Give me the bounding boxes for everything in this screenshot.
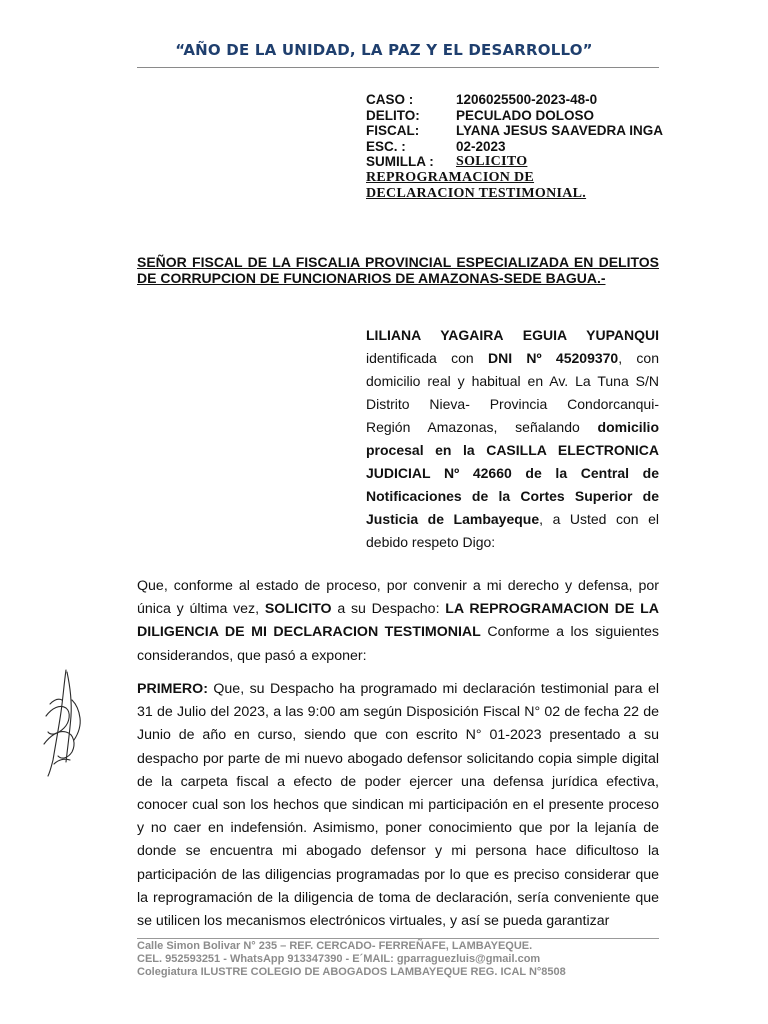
intro-text-1: identificada con xyxy=(366,350,488,366)
intro-text-3: , a Usted con el debido respeto Digo: xyxy=(366,511,659,550)
fiscal-row xyxy=(366,123,666,139)
petition-request: LA REPROGRAMACION DE LA DILIGENCIA DE MI DECLARACION TESTIMONIAL xyxy=(137,601,659,641)
delito-row xyxy=(366,108,666,124)
petition-text-2: a su Despacho: xyxy=(331,601,446,618)
case-info-block xyxy=(366,92,666,202)
handwritten-signature xyxy=(36,664,84,779)
petition-text-3: Conforme a los siguientes considerandos, que pasó a exponer: xyxy=(137,624,659,664)
sumilla-value-3: DECLARACION TESTIMONIAL. xyxy=(366,186,587,201)
footer-address: Calle Simon Bolivar N° 235 – REF. CERCADO- FERREÑAFE, LAMBAYEQUE. xyxy=(137,940,533,952)
esc-label: ESC. : xyxy=(366,138,406,154)
petitioner-name: LILIANA YAGAIRA EGUIA YUPANQUI xyxy=(366,327,659,343)
petition-paragraph xyxy=(137,575,659,668)
intro-text-2: , con domicilio real y habitual en Av. La Tuna S/N Distrito Nieva- Provincia Condorcanqui- Región Amazonas, señalando xyxy=(366,350,659,435)
caso-label: CASO : xyxy=(366,92,414,107)
sumilla-value-1: SOLICITO xyxy=(456,154,528,169)
footer-contact-line: CEL. 952593251 - WhatsApp 913347390 - E´MAIL: gparraguezluis@gmail.com xyxy=(137,953,541,965)
sumilla-label: SUMILLA : xyxy=(366,154,434,169)
intro-paragraph xyxy=(366,324,659,554)
sumilla-row xyxy=(366,154,666,170)
dni-number: DNI Nº 45209370 xyxy=(488,350,619,366)
case-row xyxy=(366,92,666,108)
header-divider xyxy=(137,67,659,68)
sumilla-value-2: REPROGRAMACION DE xyxy=(366,170,535,185)
delito-value: PECULADO DOLOSO xyxy=(456,107,595,123)
fiscal-label: FISCAL: xyxy=(366,123,420,138)
document-header-title: “AÑO DE LA UNIDAD, LA PAZ Y EL DESARROLLO” xyxy=(175,41,593,59)
primero-label: PRIMERO: xyxy=(137,681,208,697)
solicito-keyword: SOLICITO xyxy=(264,601,332,618)
primero-paragraph xyxy=(137,678,659,933)
petition-text-1: Que, conforme al estado de proceso, por convenir a mi derecho y defensa, por única y última vez, xyxy=(137,578,659,618)
esc-value: 02-2023 xyxy=(456,138,506,154)
fiscal-value: LYANA JESUS SAAVEDRA INGA xyxy=(456,123,664,138)
caso-value: 1206025500-2023-48-0 xyxy=(456,92,598,107)
footer-registration: Colegiatura ILUSTRE COLEGIO DE ABOGADOS LAMBAYEQUE REG. ICAL N°8508 xyxy=(137,966,566,978)
addressee-heading: SEÑOR FISCAL DE LA FISCALIA PROVINCIAL ESPECIALIZADA EN DELITOS DE CORRUPCION DE FUNCIONARIOS DE AMAZONAS-SEDE BAGUA.- xyxy=(137,254,659,286)
esc-row xyxy=(366,139,666,155)
primero-text: Que, su Despacho ha programado mi declaración testimonial para el 31 de Julio del 2023, a las 9:00 am según Disposición Fiscal N° 02 de fecha 22 de Junio de año en curso, siendo que con escrito N° 01-2023 presentado a su despacho por parte de mi nuevo abogado defensor solicitando copia simple digital de la carpeta fiscal a efecto de poder ejercer una defensa jurídica efectiva, conocer cual son los hechos que sindican mi participación en el presente proceso y no caer en indefensión. Asimismo, poner conocimiento que por la lejanía de donde se encuentra mi abogado defensor y mi persona hace dificultoso la participación de las diligencias programadas por lo que es preciso considerar que la reprogramación de la diligencia de toma de declaración, sería conveniente que se utilicen los mecanismos electrónicos virtuales, y así se pueda garantizar xyxy=(137,681,659,930)
footer-divider xyxy=(137,938,659,939)
delito-label: DELITO: xyxy=(366,107,420,123)
procedural-domicile: domicilio procesal en la CASILLA ELECTRONICA JUDICIAL Nº 42660 de la Central de Notificaciones de la Cortes Superior de Justicia de Lambayeque xyxy=(366,419,659,527)
footer-contact xyxy=(137,940,697,979)
